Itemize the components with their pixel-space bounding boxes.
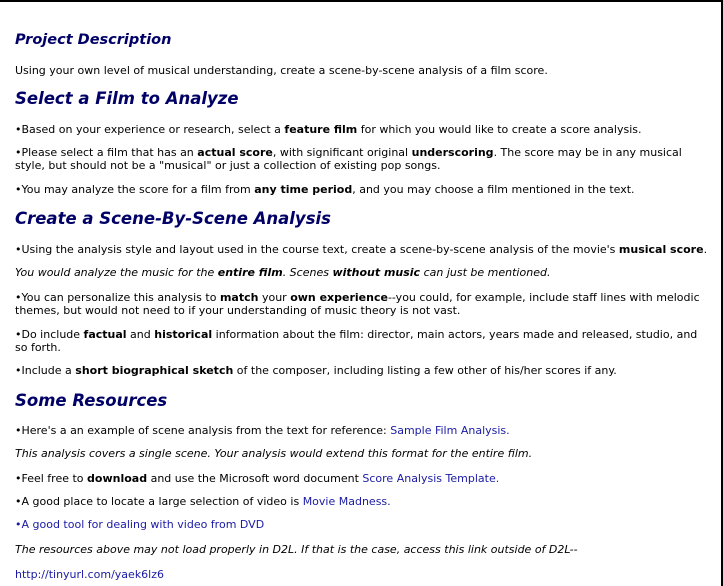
select-film-bullet-3: •You may analyze the score for a film from any time period, and you may choose a film mentioned in the text. xyxy=(15,183,635,196)
scene-analysis-bullet-4: •Include a short biographical sketch of the composer, including listing a few other of his/her scores if any. xyxy=(15,364,617,377)
d2l-note: The resources above may not load properly in D2L. If that is the case, access this link outside of D2L-- xyxy=(15,543,578,556)
score-analysis-template-link[interactable]: Score Analysis Template. xyxy=(362,472,500,485)
select-film-heading: Select a Film to Analyze xyxy=(15,89,239,108)
tinyurl-link[interactable]: http://tinyurl.com/yaek6lz6 xyxy=(15,568,165,581)
scene-analysis-heading: Create a Scene-By-Scene Analysis xyxy=(15,209,331,228)
scene-analysis-bullet-2: •You can personalize this analysis to match your own experience--you could, for example, include staff lines with melodic themes, but would not need to if your understanding of music theory is not vast. xyxy=(15,291,700,317)
project-description-text: Using your own level of musical understanding, create a scene-by-scene analysis of a film score. xyxy=(15,64,548,77)
project-description-heading: Project Description xyxy=(15,32,172,48)
resources-heading: Some Resources xyxy=(15,391,168,410)
scene-analysis-note: You would analyze the music for the entire film. Scenes without music can just be mentioned. xyxy=(15,266,551,279)
sample-film-analysis-link[interactable]: Sample Film Analysis. xyxy=(390,424,510,437)
movie-madness-link[interactable]: Movie Madness. xyxy=(302,495,391,508)
resource-1: •Here's a an example of scene analysis from the text for reference: Sample Film Analysis. xyxy=(15,424,510,437)
select-film-bullet-2: •Please select a film that has an actual score, with significant original underscoring. The score may be in any musical style, but should not be a "musical" or just a collection of existing pop songs. xyxy=(15,146,682,172)
top-border xyxy=(0,0,723,2)
resource-1-note: This analysis covers a single scene. Your analysis would extend this format for the entire film. xyxy=(15,447,533,460)
dvd-video-tool-link[interactable]: •A good tool for dealing with video from DVD xyxy=(15,518,265,531)
scene-analysis-bullet-3: •Do include factual and historical information about the film: director, main actors, years made and released, studio, and so forth. xyxy=(15,328,698,354)
select-film-bullet-1: •Based on your experience or research, select a feature film for which you would like to create a score analysis. xyxy=(15,123,642,136)
resource-2: •Feel free to download and use the Microsoft word document Score Analysis Template. xyxy=(15,472,500,485)
resource-3: •A good place to locate a large selection of video is Movie Madness. xyxy=(15,495,391,508)
scene-analysis-bullet-1: •Using the analysis style and layout used in the course text, create a scene-by-scene analysis of the movie's musical score. xyxy=(15,243,708,256)
